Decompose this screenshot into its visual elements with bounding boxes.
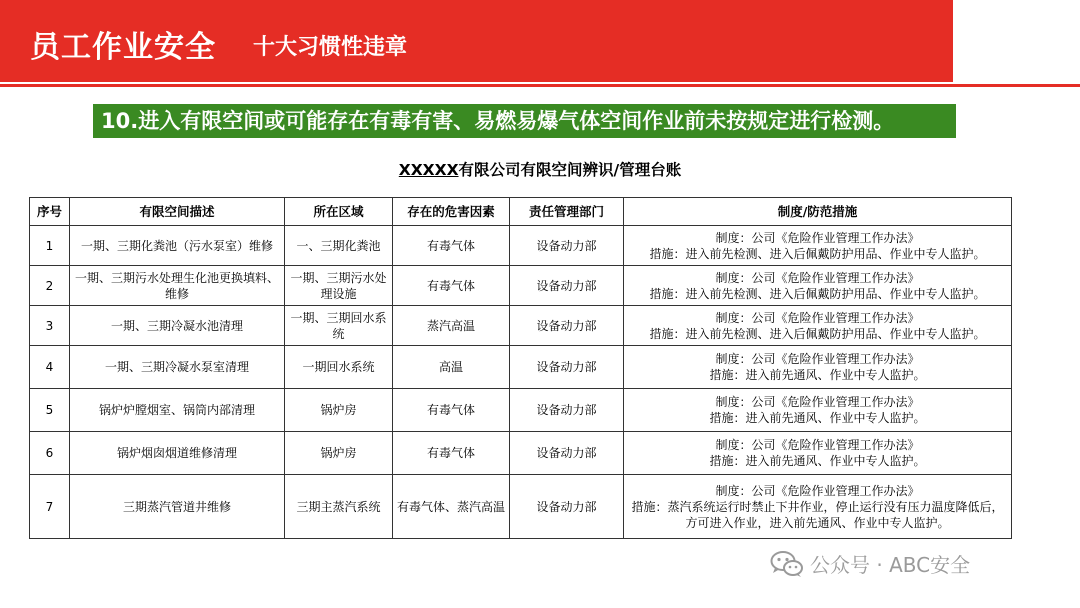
table-row (30, 389, 1012, 432)
col-header-no: 序号 (30, 198, 70, 226)
cell-hazard: 高温 (393, 346, 510, 389)
cell-measures (624, 346, 1012, 389)
cell-area: 锅炉房 (285, 389, 393, 432)
confined-space-ledger-table (29, 197, 1012, 539)
measure-action: 措施：蒸汽系统运行时禁止下井作业，停止运行没有压力温度降低后，方可进入作业，进入前先通风、作业中专人监护。 (631, 499, 1004, 530)
cell-department: 设备动力部 (510, 306, 624, 346)
cell-no: 6 (30, 432, 70, 475)
cell-description: 锅炉烟囱烟道维修清理 (70, 432, 285, 475)
cell-no: 3 (30, 306, 70, 346)
table-row (30, 306, 1012, 346)
cell-no: 1 (30, 226, 70, 266)
cell-area: 三期主蒸汽系统 (285, 475, 393, 539)
cell-measures (624, 226, 1012, 266)
col-header-description: 有限空间描述 (70, 198, 285, 226)
measure-action: 措施：进入前先检测、进入后佩戴防护用品、作业中专人监护。 (649, 326, 986, 341)
header-divider (0, 84, 1080, 87)
measure-policy: 制度：公司《危险作业管理工作办法》 (715, 230, 920, 245)
col-header-hazard: 存在的危害因素 (393, 198, 510, 226)
wechat-icon (770, 550, 804, 578)
cell-hazard: 有毒气体 (393, 389, 510, 432)
cell-hazard: 有毒气体 (393, 226, 510, 266)
table-row (30, 266, 1012, 306)
cell-department: 设备动力部 (510, 266, 624, 306)
watermark-text: 公众号 · ABC安全 (810, 553, 971, 577)
cell-hazard: 蒸汽高温 (393, 306, 510, 346)
table-title-company: XXXXX (398, 161, 459, 179)
cell-description: 一期、三期化粪池（污水泵室）维修 (70, 226, 285, 266)
table-header-row (30, 198, 1012, 226)
cell-hazard: 有毒气体 (393, 266, 510, 306)
cell-area: 一期回水系统 (285, 346, 393, 389)
cell-measures (624, 306, 1012, 346)
measure-policy: 制度：公司《危险作业管理工作办法》 (715, 438, 920, 452)
table-row (30, 475, 1012, 539)
measure-policy: 制度：公司《危险作业管理工作办法》 (715, 310, 920, 325)
cell-measures (624, 266, 1012, 306)
cell-area: 一期、三期回水系统 (285, 306, 393, 346)
table-title (0, 158, 1080, 180)
cell-department: 设备动力部 (510, 475, 624, 539)
cell-measures (624, 389, 1012, 432)
measure-policy: 制度：公司《危险作业管理工作办法》 (715, 395, 920, 409)
measure-action: 措施：进入前先检测、进入后佩戴防护用品、作业中专人监护。 (649, 246, 986, 261)
cell-area: 锅炉房 (285, 432, 393, 475)
cell-description: 锅炉炉膛烟室、锅筒内部清理 (70, 389, 285, 432)
col-header-department: 责任管理部门 (510, 198, 624, 226)
col-header-measures: 制度/防范措施 (624, 198, 1012, 226)
measure-action: 措施：进入前先通风、作业中专人监护。 (709, 411, 926, 425)
cell-department: 设备动力部 (510, 346, 624, 389)
cell-description: 一期、三期冷凝水池清理 (70, 306, 285, 346)
measure-policy: 制度：公司《危险作业管理工作办法》 (715, 270, 920, 285)
cell-description: 一期、三期污水处理生化池更换填料、维修 (70, 266, 285, 306)
cell-no: 2 (30, 266, 70, 306)
cell-no: 4 (30, 346, 70, 389)
cell-department: 设备动力部 (510, 226, 624, 266)
col-header-area: 所在区域 (285, 198, 393, 226)
slide-title: 员工作业安全 (30, 30, 216, 65)
cell-area: 一、三期化粪池 (285, 226, 393, 266)
cell-department: 设备动力部 (510, 389, 624, 432)
cell-hazard: 有毒气体 (393, 432, 510, 475)
cell-no: 7 (30, 475, 70, 539)
table-title-rest: 有限公司有限空间辨识/管理台账 (458, 161, 682, 179)
rule-banner: 10.进入有限空间或可能存在有毒有害、易燃易爆气体空间作业前未按规定进行检测。 (93, 104, 956, 138)
cell-no: 5 (30, 389, 70, 432)
cell-description: 三期蒸汽管道井维修 (70, 475, 285, 539)
measure-action: 措施：进入前先通风、作业中专人监护。 (709, 368, 926, 382)
table-row (30, 226, 1012, 266)
measure-action: 措施：进入前先通风、作业中专人监护。 (709, 454, 926, 468)
cell-description: 一期、三期冷凝水泵室清理 (70, 346, 285, 389)
measure-policy: 制度：公司《危险作业管理工作办法》 (715, 352, 920, 366)
cell-hazard: 有毒气体、蒸汽高温 (393, 475, 510, 539)
table-row (30, 346, 1012, 389)
measure-policy: 制度：公司《危险作业管理工作办法》 (715, 483, 920, 498)
cell-measures (624, 475, 1012, 539)
cell-department: 设备动力部 (510, 432, 624, 475)
cell-measures (624, 432, 1012, 475)
table-row (30, 432, 1012, 475)
slide-subtitle: 十大习惯性违章 (253, 35, 408, 60)
measure-action: 措施：进入前先检测、进入后佩戴防护用品、作业中专人监护。 (649, 286, 986, 301)
watermark (770, 549, 970, 578)
cell-area: 一期、三期污水处理设施 (285, 266, 393, 306)
